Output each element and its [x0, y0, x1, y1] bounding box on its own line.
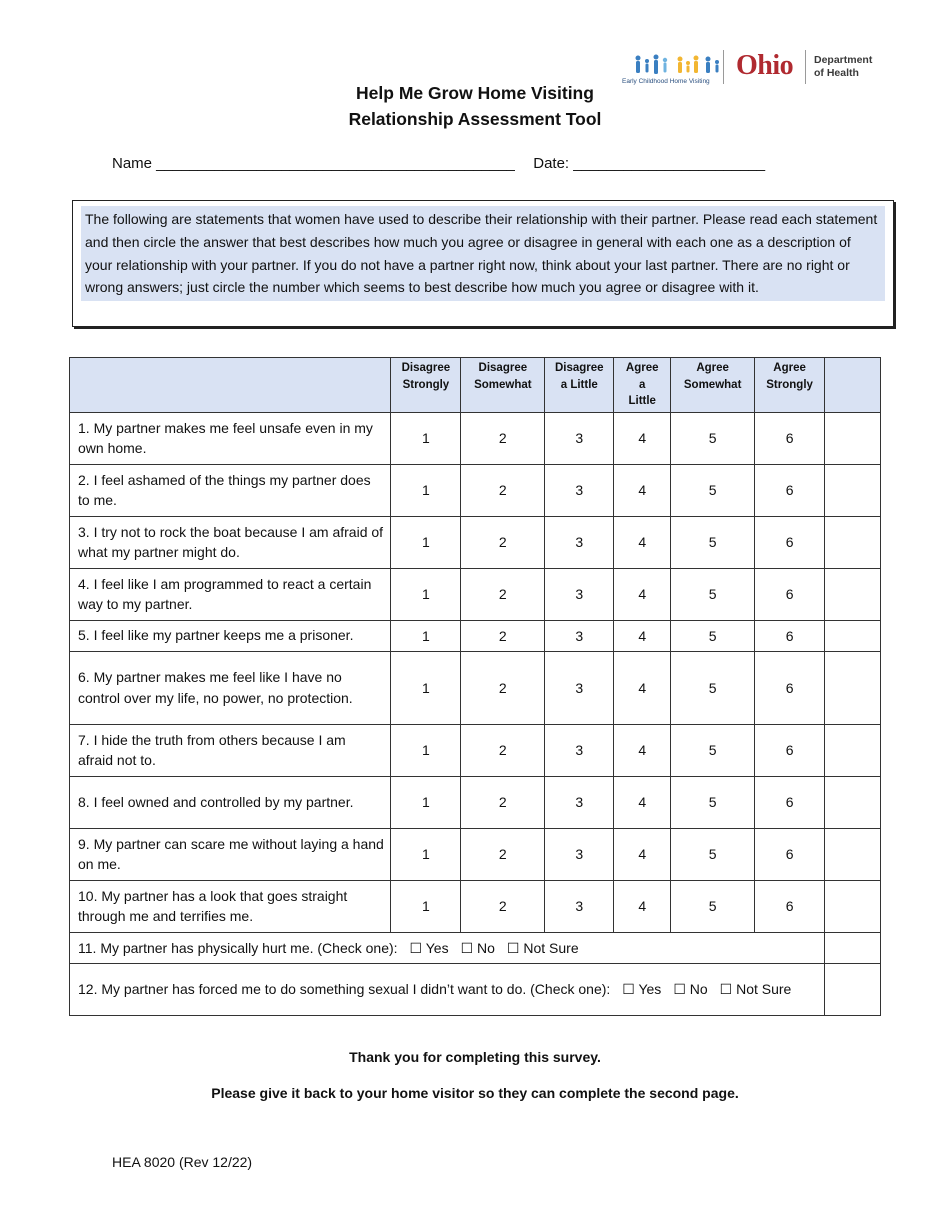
title-line-1: Help Me Grow Home Visiting: [356, 83, 594, 103]
table-row: [70, 880, 881, 932]
option-3[interactable]: 3: [545, 464, 614, 516]
logo-divider: [723, 50, 724, 84]
option-4[interactable]: 4: [614, 651, 671, 724]
option-1[interactable]: 1: [391, 568, 461, 620]
header-disagree-a-little: Disagree a Little: [545, 358, 614, 413]
option-4[interactable]: 4: [614, 620, 671, 651]
option-4[interactable]: 4: [614, 776, 671, 828]
option-1[interactable]: 1: [391, 828, 461, 880]
table-row: [70, 620, 881, 651]
program-name: Early Childhood Home Visiting: [622, 78, 710, 85]
header-agree-strongly: Agree Strongly: [755, 358, 825, 413]
table-row: [70, 776, 881, 828]
title-line-2: Relationship Assessment Tool: [348, 109, 602, 129]
option-4[interactable]: 4: [614, 880, 671, 932]
table-row: [70, 724, 881, 776]
table-row: [70, 516, 881, 568]
ohio-department-of-health-logo: [622, 50, 882, 90]
score-cell[interactable]: [825, 828, 881, 880]
score-cell[interactable]: [825, 651, 881, 724]
statement: 5. I feel like my partner keeps me a prisoner.: [70, 620, 391, 651]
option-2[interactable]: 2: [461, 880, 545, 932]
statement: 3. I try not to rock the boat because I am afraid of what my partner might do.: [70, 516, 391, 568]
option-1[interactable]: 1: [391, 776, 461, 828]
score-cell[interactable]: [825, 963, 881, 1015]
option-3[interactable]: 3: [545, 568, 614, 620]
option-4[interactable]: 4: [614, 568, 671, 620]
q11-not-sure-checkbox[interactable]: ☐ Not Sure: [506, 939, 579, 956]
option-6[interactable]: 6: [755, 724, 825, 776]
return-instructions: Please give it back to your home visitor so they can complete the second page.: [211, 1085, 739, 1101]
option-5[interactable]: 5: [671, 651, 755, 724]
page-title: [290, 80, 660, 132]
table-row: [70, 412, 881, 464]
option-2[interactable]: 2: [461, 776, 545, 828]
option-3[interactable]: 3: [545, 828, 614, 880]
ohio-wordmark: Ohio: [736, 50, 794, 81]
option-5[interactable]: 5: [671, 776, 755, 828]
q11-no-checkbox[interactable]: ☐ No: [460, 939, 495, 956]
option-1[interactable]: 1: [391, 620, 461, 651]
statement: 6. My partner makes me feel like I have no control over my life, no power, no protection.: [70, 651, 391, 724]
score-cell[interactable]: [825, 516, 881, 568]
question-11: [70, 932, 825, 963]
table-row: [70, 464, 881, 516]
question-12-text: 12. My partner has forced me to do something sexual I didn’t want to do. (Check one):: [78, 981, 611, 997]
option-3[interactable]: 3: [545, 651, 614, 724]
assessment-table: [69, 357, 881, 1016]
instructions-text: The following are statements that women have used to describe their relationship with their partner. Please read each statement and then circle the answer that best describes how much you agree or disagree in general with each one as a description of your relationship with your partner. If you do not have a partner right now, think about your last partner. There are no right or wrong answers; just circle the number which seems to best describe how much you agree or disagree with it.: [81, 206, 885, 301]
q12-no-checkbox[interactable]: ☐ No: [673, 981, 708, 997]
header-disagree-strongly: Disagree Strongly: [391, 358, 461, 413]
score-cell[interactable]: [825, 932, 881, 963]
score-cell[interactable]: [825, 620, 881, 651]
option-5[interactable]: 5: [671, 828, 755, 880]
score-cell[interactable]: [825, 724, 881, 776]
option-4[interactable]: 4: [614, 516, 671, 568]
option-4[interactable]: 4: [614, 464, 671, 516]
option-6[interactable]: 6: [755, 464, 825, 516]
logo-divider: [805, 50, 806, 84]
statement: 2. I feel ashamed of the things my partner does to me.: [70, 464, 391, 516]
statement: 10. My partner has a look that goes straight through me and terrifies me.: [70, 880, 391, 932]
q11-yes-checkbox[interactable]: ☐ Yes: [409, 939, 449, 956]
option-6[interactable]: 6: [755, 880, 825, 932]
option-3[interactable]: 3: [545, 724, 614, 776]
table-row-q12: [70, 963, 881, 1015]
option-3[interactable]: 3: [545, 776, 614, 828]
option-5[interactable]: 5: [671, 620, 755, 651]
header-blank: [70, 358, 391, 413]
option-4[interactable]: 4: [614, 828, 671, 880]
header-score: [825, 358, 881, 413]
form-number: HEA 8020 (Rev 12/22): [112, 1154, 253, 1170]
statement: 7. I hide the truth from others because I am afraid not to.: [70, 724, 391, 776]
q12-not-sure-checkbox[interactable]: ☐ Not Sure: [719, 981, 792, 997]
option-2[interactable]: 2: [461, 412, 545, 464]
option-2[interactable]: 2: [461, 651, 545, 724]
option-5[interactable]: 5: [671, 880, 755, 932]
option-5[interactable]: 5: [671, 568, 755, 620]
option-1[interactable]: 1: [391, 412, 461, 464]
table-row-q11: [70, 932, 881, 963]
option-4[interactable]: 4: [614, 412, 671, 464]
option-5[interactable]: 5: [671, 516, 755, 568]
table-header-row: [70, 358, 881, 413]
table-row: [70, 568, 881, 620]
option-1[interactable]: 1: [391, 464, 461, 516]
option-4[interactable]: 4: [614, 724, 671, 776]
option-6[interactable]: 6: [755, 828, 825, 880]
option-2[interactable]: 2: [461, 464, 545, 516]
option-5[interactable]: 5: [671, 724, 755, 776]
option-2[interactable]: 2: [461, 568, 545, 620]
score-cell[interactable]: [825, 880, 881, 932]
option-2[interactable]: 2: [461, 724, 545, 776]
instructions-box: [72, 200, 894, 327]
header-agree-a-little: Agree a Little: [614, 358, 671, 413]
table-row: [70, 828, 881, 880]
score-cell[interactable]: [825, 464, 881, 516]
statement: 4. I feel like I am programmed to react a certain way to my partner.: [70, 568, 391, 620]
option-3[interactable]: 3: [545, 880, 614, 932]
table-row: [70, 651, 881, 724]
score-cell[interactable]: [825, 568, 881, 620]
option-6[interactable]: 6: [755, 651, 825, 724]
q12-yes-checkbox[interactable]: ☐ Yes: [622, 981, 662, 997]
header-agree-somewhat: Agree Somewhat: [671, 358, 755, 413]
name-date-line: [112, 155, 765, 172]
question-12: [70, 963, 825, 1015]
option-1[interactable]: 1: [391, 724, 461, 776]
option-6[interactable]: 6: [755, 412, 825, 464]
name-field[interactable]: Name ___________________________________________: [112, 155, 515, 172]
option-1[interactable]: 1: [391, 880, 461, 932]
option-1[interactable]: 1: [391, 651, 461, 724]
option-3[interactable]: 3: [545, 412, 614, 464]
score-cell[interactable]: [825, 776, 881, 828]
option-6[interactable]: 6: [755, 776, 825, 828]
option-2[interactable]: 2: [461, 620, 545, 651]
option-6[interactable]: 6: [755, 568, 825, 620]
department-name: Department of Health: [814, 54, 873, 79]
score-cell[interactable]: [825, 412, 881, 464]
option-3[interactable]: 3: [545, 620, 614, 651]
option-5[interactable]: 5: [671, 412, 755, 464]
option-2[interactable]: 2: [461, 516, 545, 568]
statement: 9. My partner can scare me without laying a hand on me.: [70, 828, 391, 880]
option-6[interactable]: 6: [755, 516, 825, 568]
question-11-text: 11. My partner has physically hurt me. (Check one):: [78, 939, 398, 956]
option-5[interactable]: 5: [671, 464, 755, 516]
statement: 1. My partner makes me feel unsafe even in my own home.: [70, 412, 391, 464]
date-field[interactable]: Date: _______________________: [533, 155, 766, 172]
family-figures-icon: [632, 54, 727, 80]
option-3[interactable]: 3: [545, 516, 614, 568]
option-6[interactable]: 6: [755, 620, 825, 651]
statement: 8. I feel owned and controlled by my partner.: [70, 776, 391, 828]
option-2[interactable]: 2: [461, 828, 545, 880]
option-1[interactable]: 1: [391, 516, 461, 568]
thanks-message: Thank you for completing this survey.: [349, 1049, 601, 1065]
header-disagree-somewhat: Disagree Somewhat: [461, 358, 545, 413]
